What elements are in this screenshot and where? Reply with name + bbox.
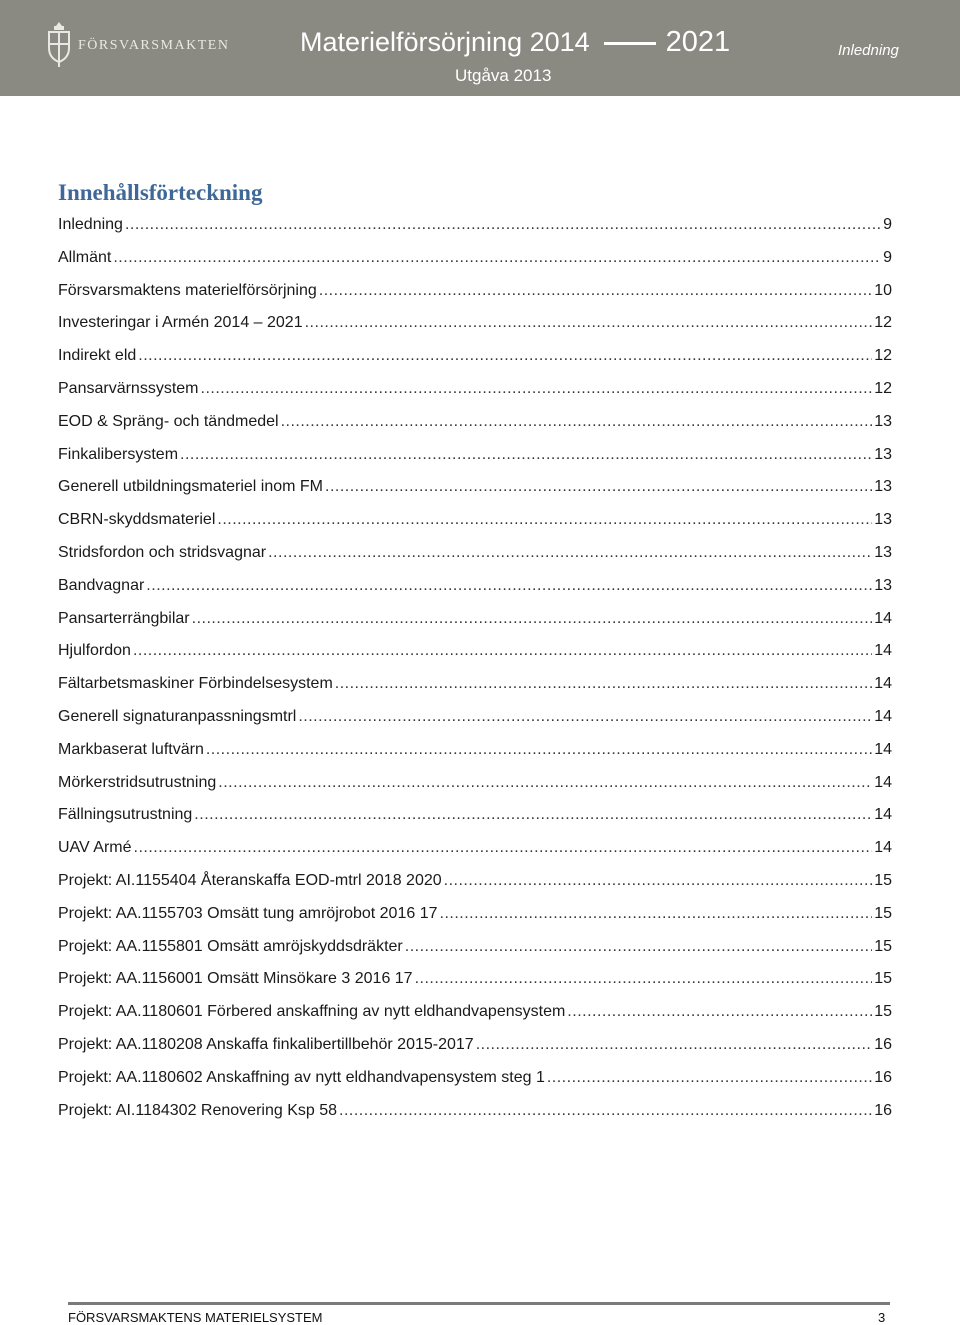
toc-entry-page: 14 xyxy=(874,806,892,824)
toc-entry-label: Investeringar i Armén 2014 – 2021 xyxy=(58,314,303,332)
toc-dot-leader xyxy=(217,504,872,537)
toc-dot-leader xyxy=(133,635,872,668)
toc-dot-leader xyxy=(335,668,872,701)
toc-entry[interactable] xyxy=(58,340,892,373)
page-header xyxy=(0,0,960,96)
toc-entry-page: 14 xyxy=(874,642,892,660)
toc-entry-page: 13 xyxy=(874,445,892,463)
toc-dot-leader xyxy=(268,537,872,570)
toc-entry-label: Projekt: AI.1155404 Återanskaffa EOD-mtrl 2018 2020 xyxy=(58,871,442,889)
toc-entry-page: 12 xyxy=(874,347,892,365)
toc-entry-label: Generell utbildningsmateriel inom FM xyxy=(58,478,323,496)
toc-dot-leader xyxy=(138,340,872,373)
toc-entry-label: Fältarbetsmaskiner Förbindelsesystem xyxy=(58,675,333,693)
toc-entry[interactable] xyxy=(58,767,892,800)
toc-entry-page: 14 xyxy=(874,773,892,791)
toc-entry[interactable] xyxy=(58,1029,892,1062)
toc-dot-leader xyxy=(339,1095,872,1128)
toc-entry-page: 15 xyxy=(874,871,892,889)
toc-entry-label: Projekt: AA.1155703 Omsätt tung amröjrobot 2016 17 xyxy=(58,904,438,922)
toc-entry-label: Inledning xyxy=(58,216,123,233)
toc-entry[interactable] xyxy=(58,865,892,898)
toc-entry-label: Indirekt eld xyxy=(58,347,137,365)
toc-dot-leader xyxy=(325,471,872,504)
toc-dot-leader xyxy=(440,898,873,931)
toc-entry-label: Pansarvärnssystem xyxy=(58,379,199,397)
toc-entry-page: 14 xyxy=(874,740,892,758)
toc-dot-leader xyxy=(218,767,872,800)
crest-icon xyxy=(46,20,72,68)
toc-entry-page: 9 xyxy=(883,248,892,266)
toc-entry-label: Mörkerstridsutrustning xyxy=(58,773,217,791)
footer-title: FÖRSVARSMAKTENS MATERIELSYSTEM xyxy=(68,1310,323,1325)
toc-entry-label: Fällningsutrustning xyxy=(58,806,193,824)
toc-entry[interactable] xyxy=(58,898,892,931)
toc-entry-page: 9 xyxy=(883,216,892,233)
title-year: 2021 xyxy=(665,26,731,58)
section-label: Inledning xyxy=(838,42,899,59)
toc-dot-leader xyxy=(206,734,872,767)
toc-entry[interactable] xyxy=(58,209,892,242)
toc-entry[interactable] xyxy=(58,307,892,340)
logo-wordmark: FÖRSVARSMAKTEN xyxy=(78,38,230,53)
toc-entry-label: Hjulfordon xyxy=(58,642,131,660)
toc-entry-page: 14 xyxy=(874,839,892,857)
toc-entry[interactable] xyxy=(58,931,892,964)
toc-dot-leader xyxy=(298,701,872,734)
toc-entry-page: 13 xyxy=(874,576,892,594)
toc-entry-page: 14 xyxy=(874,609,892,627)
toc-entry[interactable] xyxy=(58,504,892,537)
toc-dot-leader xyxy=(476,1029,873,1062)
toc-entry-page: 15 xyxy=(874,904,892,922)
toc-entry[interactable] xyxy=(58,275,892,308)
toc-dot-leader xyxy=(192,603,873,636)
forsvarsmakten-logo xyxy=(46,20,229,72)
toc-entry-label: Pansarterrängbilar xyxy=(58,609,190,627)
toc-entry-label: Projekt: AA.1180602 Anskaffning av nytt eldhandvapensystem steg 1 xyxy=(58,1068,545,1086)
toc-dot-leader xyxy=(444,865,873,898)
toc-entry-label: Generell signaturanpassningsmtrl xyxy=(58,707,297,725)
toc-dot-leader xyxy=(146,570,872,603)
toc-entry-label: UAV Armé xyxy=(58,839,132,857)
toc-dot-leader xyxy=(134,832,873,865)
toc-dot-leader xyxy=(319,275,872,308)
toc-entry-label: CBRN-skyddsmateriel xyxy=(58,511,216,529)
toc-entry-label: Allmänt xyxy=(58,248,112,266)
toc-entry-label: Försvarsmaktens materielförsörjning xyxy=(58,281,317,299)
toc-entry-label: EOD & Spräng- och tändmedel xyxy=(58,412,279,430)
toc-entry-label: Projekt: AA.1156001 Omsätt Minsökare 3 2016 17 xyxy=(58,970,413,988)
toc-entry[interactable] xyxy=(58,537,892,570)
toc-entry-label: Projekt: AA.1180601 Förbered anskaffning av nytt eldhandvapensystem xyxy=(58,1003,566,1021)
toc-entry-label: Projekt: AA.1155801 Omsätt amröjskyddsdräkter xyxy=(58,937,403,955)
page-number: 3 xyxy=(878,1310,886,1325)
toc-entry-page: 13 xyxy=(874,412,892,430)
toc-dot-leader xyxy=(125,209,881,242)
toc-entry[interactable] xyxy=(58,963,892,996)
toc-entry[interactable] xyxy=(58,996,892,1029)
toc-dot-leader xyxy=(567,996,872,1029)
toc-entry-label: Stridsfordon och stridsvagnar xyxy=(58,543,267,561)
toc-dot-leader xyxy=(281,406,873,439)
toc-entry-page: 14 xyxy=(874,707,892,725)
toc-entry[interactable] xyxy=(58,373,892,406)
toc-entry-label: Projekt: AA.1180208 Anskaffa finkalibertillbehör 2015-2017 xyxy=(58,1035,474,1053)
toc-entry-page: 10 xyxy=(874,281,892,299)
toc-entry-page: 13 xyxy=(874,511,892,529)
toc-dot-leader xyxy=(547,1062,872,1095)
toc-entry-label: Bandvagnar xyxy=(58,576,145,594)
title-main: Materielförsörjning 2014 xyxy=(300,27,590,57)
toc-entry-label: Markbaserat luftvärn xyxy=(58,740,204,758)
toc-entry[interactable] xyxy=(58,603,892,636)
document-title xyxy=(300,26,730,59)
toc-entry-page: 15 xyxy=(874,937,892,955)
toc-entry[interactable] xyxy=(58,668,892,701)
toc-dot-leader xyxy=(305,307,873,340)
toc-entry-page: 15 xyxy=(874,970,892,988)
toc-dot-leader xyxy=(113,242,881,275)
toc-entry[interactable] xyxy=(58,832,892,865)
toc-entry-page: 16 xyxy=(874,1068,892,1086)
footer-rule xyxy=(68,1302,890,1305)
toc-entry-label: Finkalibersystem xyxy=(58,445,179,463)
toc-dot-leader xyxy=(201,373,873,406)
toc-entry[interactable] xyxy=(58,242,892,275)
toc-entry-page: 12 xyxy=(874,314,892,332)
toc-entry-page: 14 xyxy=(874,675,892,693)
toc-entry[interactable] xyxy=(58,734,892,767)
toc-entry[interactable] xyxy=(58,406,892,439)
toc-entry-page: 13 xyxy=(874,543,892,561)
toc-dot-leader xyxy=(180,439,872,472)
toc-entry-page: 15 xyxy=(874,1003,892,1021)
toc-entry[interactable] xyxy=(58,471,892,504)
toc-entry-page: 16 xyxy=(874,1035,892,1053)
toc-entry[interactable] xyxy=(58,439,892,472)
toc-entry-page: 12 xyxy=(874,379,892,397)
toc-entry[interactable] xyxy=(58,701,892,734)
toc-entry[interactable] xyxy=(58,799,892,832)
toc-entry[interactable] xyxy=(58,1062,892,1095)
toc-entry[interactable] xyxy=(58,635,892,668)
document-subtitle: Utgåva 2013 xyxy=(455,66,552,85)
toc-entry-page: 13 xyxy=(874,478,892,496)
toc-dot-leader xyxy=(194,799,872,832)
toc-heading: Innehållsförteckning xyxy=(58,180,263,205)
toc-entry[interactable] xyxy=(58,1095,892,1128)
title-dash xyxy=(604,42,656,45)
table-of-contents xyxy=(58,209,892,1127)
toc-entry-label: Projekt: AI.1184302 Renovering Ksp 58 xyxy=(58,1101,337,1119)
toc-entry[interactable] xyxy=(58,570,892,603)
toc-dot-leader xyxy=(405,931,872,964)
toc-entry-page: 16 xyxy=(874,1101,892,1119)
toc-dot-leader xyxy=(415,963,873,996)
